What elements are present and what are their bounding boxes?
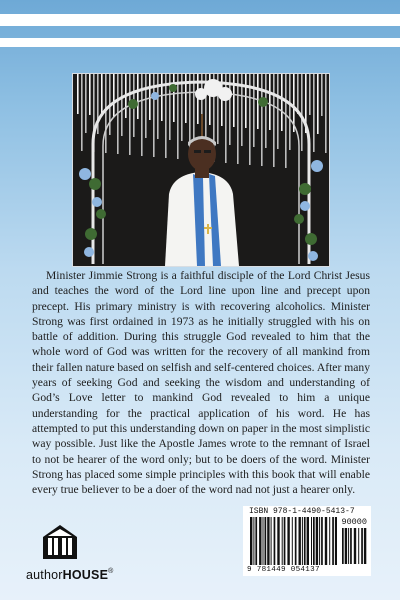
tinsel-strand xyxy=(89,74,91,115)
authorhouse-logo-icon xyxy=(42,524,78,560)
tinsel-strand xyxy=(113,74,115,117)
barcode-bar xyxy=(259,517,261,565)
barcode-bar xyxy=(299,517,301,565)
tinsel-strand xyxy=(321,74,323,116)
barcode-bar xyxy=(255,517,257,565)
tinsel-strand xyxy=(129,74,131,155)
barcode-bar xyxy=(311,517,312,565)
description-text: Minister Jimmie Strong is a faithful disciple of the Lord Christ Jesus and teaches the word of the Lord line upon line and precept upon precept. His primary ministry is with recovering alcoholics. Minister Strong was first ordained in 1973 as he initially struggled with his on battle of addition. During this struggle God revealed to him that the whole word of God was written for the recovery of all mankind from their fallen nature based on selfish and self-centered choices. After many years of seeking God and seeking the wisdom and understanding of God’s Love letter to mankind God revealed to him a unique understanding for the practical application of his word. He has attempted to put this understanding down on paper in the most simplistic way possible. Just like the Apostle James wrote to the remnant of Israel to not be hearer of the word only; but to be doers of the word. Minister Strong has placed some simple principles with this book that will enable every true believer to be a doer of the word nad not just a hearer only. xyxy=(32,269,370,497)
second-stripe xyxy=(0,38,400,47)
barcode-bar xyxy=(302,517,303,565)
barcode-bar xyxy=(284,517,286,565)
tinsel-strand xyxy=(177,74,179,159)
tinsel-strand xyxy=(105,74,107,153)
barcode-bar xyxy=(250,517,252,565)
tinsel-strand xyxy=(165,74,167,158)
tinsel-strand xyxy=(309,74,311,115)
tinsel-strand xyxy=(233,74,235,127)
publisher-logo xyxy=(26,524,114,586)
tinsel-strand xyxy=(161,74,163,121)
tinsel-strand xyxy=(285,74,287,168)
tinsel-strand xyxy=(297,74,299,114)
barcode-bar xyxy=(329,517,330,565)
isbn-text: ISBN 978-1-4490-5413-7 xyxy=(249,507,355,516)
tinsel-strand xyxy=(317,74,319,134)
tinsel-strand xyxy=(269,74,271,130)
barcode-bar xyxy=(304,517,306,565)
tinsel-strand xyxy=(313,74,315,152)
barcode-box xyxy=(243,506,371,576)
tinsel-strand xyxy=(157,74,159,139)
tinsel-strand xyxy=(281,74,283,131)
tinsel-strand xyxy=(141,74,143,156)
tinsel-strand xyxy=(265,74,267,148)
barcode-bar xyxy=(325,517,327,565)
barcode-bar xyxy=(287,517,289,565)
barcode-bar xyxy=(267,517,269,565)
barcode-bar xyxy=(253,517,254,565)
price-code: 90000 xyxy=(341,517,367,527)
author-photo-illustration xyxy=(73,74,329,266)
barcode-bar xyxy=(316,517,318,565)
ean-barcode xyxy=(249,517,337,565)
tinsel-strand xyxy=(149,74,151,120)
tinsel-strand xyxy=(81,74,83,151)
publisher-name-part1: author xyxy=(26,568,63,582)
barcode-bar xyxy=(358,528,359,564)
publisher-name xyxy=(26,568,113,582)
addon-barcode xyxy=(341,528,367,564)
tinsel-strand xyxy=(145,74,147,138)
registered-mark: ® xyxy=(108,568,114,575)
tinsel-strand xyxy=(245,74,247,128)
barcode-bar xyxy=(313,517,315,565)
barcode-bar xyxy=(292,517,293,565)
barcode-bar xyxy=(364,528,366,564)
top-stripe xyxy=(0,14,400,26)
barcode-bar xyxy=(271,517,272,565)
barcode-bar xyxy=(263,517,264,565)
barcode-bar xyxy=(321,517,323,565)
barcode-bar xyxy=(332,517,334,565)
tinsel-strand xyxy=(289,74,291,150)
publisher-name-part2: HOUSE xyxy=(62,568,109,582)
tinsel-strand xyxy=(101,74,103,116)
barcode-bar xyxy=(342,528,344,564)
tinsel-strand xyxy=(261,74,263,166)
tinsel-strand xyxy=(85,74,87,133)
tinsel-strand xyxy=(237,74,239,164)
barcode-bar xyxy=(354,528,356,564)
barcode-bar xyxy=(348,528,349,564)
tinsel-strand xyxy=(193,74,195,142)
barcode-bar xyxy=(274,517,276,565)
tinsel-strand xyxy=(277,74,279,149)
tinsel-strand xyxy=(301,74,303,151)
tinsel-strand xyxy=(121,74,123,136)
tinsel-strand xyxy=(253,74,255,147)
tinsel-strand xyxy=(325,74,327,153)
ean-digits: 9 781449 054137 xyxy=(247,566,320,574)
barcode-bar xyxy=(265,517,267,565)
barcode-bar xyxy=(319,517,320,565)
barcode-bar xyxy=(335,517,337,565)
tinsel-strand xyxy=(273,74,275,167)
barcode-bar xyxy=(361,528,363,564)
author-photo xyxy=(72,73,330,267)
barcode-bar xyxy=(345,528,347,564)
tinsel-strand xyxy=(173,74,175,122)
barcode-bar xyxy=(277,517,279,565)
tinsel-strand xyxy=(137,74,139,119)
barcode-bar xyxy=(282,517,283,565)
barcode-bar xyxy=(295,517,297,565)
barcode-bar xyxy=(350,528,352,564)
tinsel-strand xyxy=(77,74,79,114)
barcode-bar xyxy=(307,517,309,565)
